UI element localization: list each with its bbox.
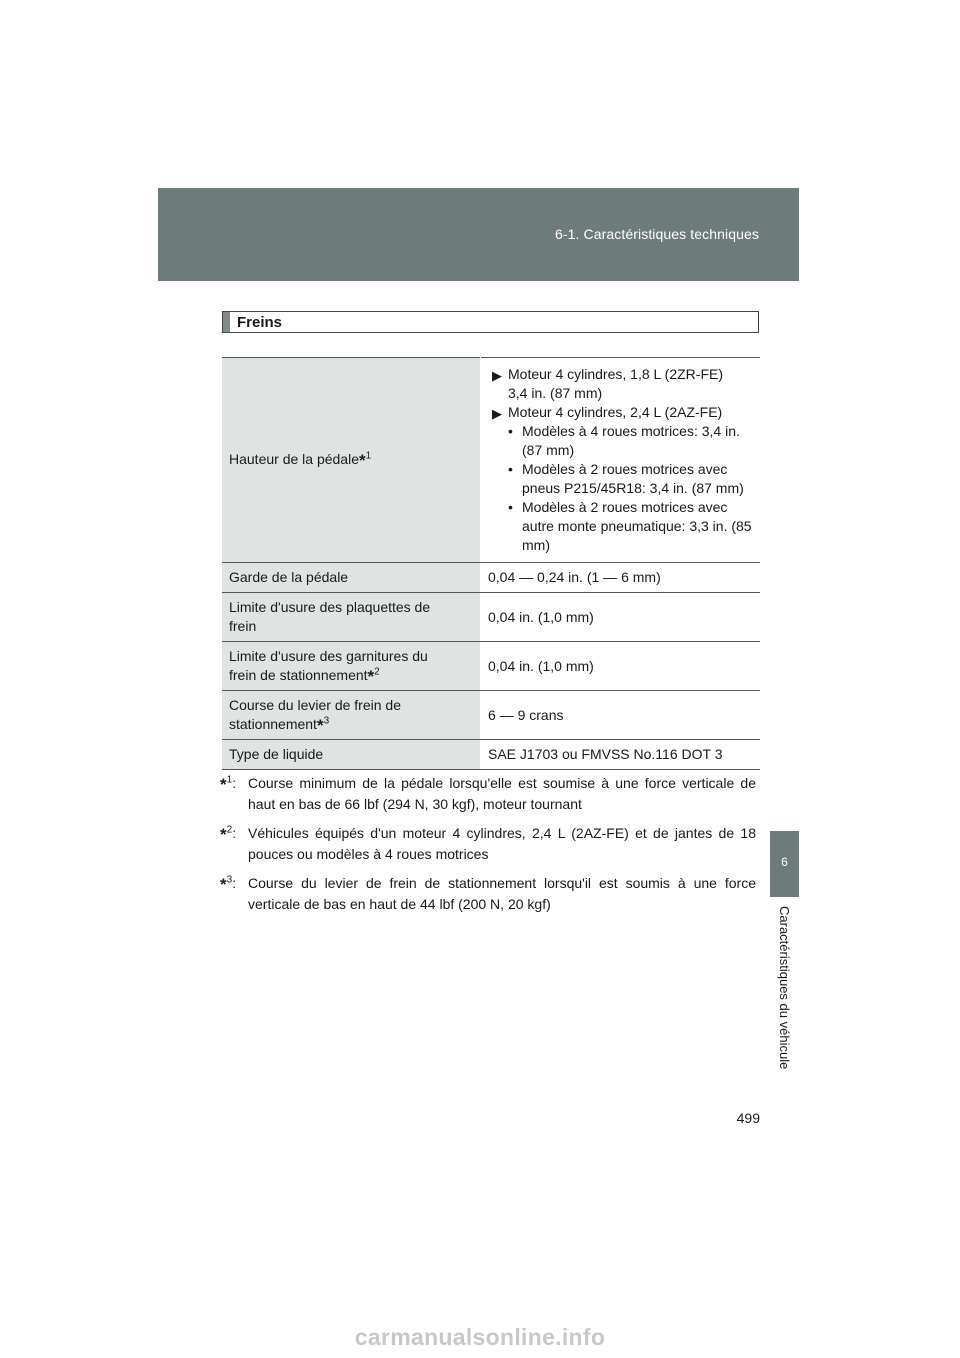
lever-travel-label-text: stationnement xyxy=(229,715,317,732)
lining-wear-label xyxy=(222,642,481,691)
footnote-ref: 1 xyxy=(365,450,372,462)
pad-wear-label-line: Limite d'usure des plaquettes de xyxy=(229,599,431,615)
chapter-number: 6 xyxy=(781,855,788,869)
footnote xyxy=(220,873,756,915)
footnote-marker: *$^1$: xyxy=(220,774,237,794)
footnote-ref: 3 xyxy=(226,874,233,886)
footnote-text: Course minimum de la pédale lorsqu'elle est soumise à une force verticale de haut en bas de 66 lbf (294 N, 30 kgf), moteur tournant xyxy=(248,775,756,812)
lever-travel-label xyxy=(222,691,481,740)
footnote-text: Course du levier de frein de stationnement lorsqu'il est soumis à une force verticale de bas en haut de 44 lbf (200 N, 20 kgf) xyxy=(248,875,756,912)
bullet-text: pneus P215/45R18: 3,4 in. (87 mm) xyxy=(522,480,744,496)
arrow-right-icon: ▶ xyxy=(492,368,502,383)
footnote-ref: 2 xyxy=(374,665,380,677)
chapter-label-text: Caractéristiques du véhicule xyxy=(777,906,792,1070)
pedal-clearance-label: Garde de la pédale xyxy=(222,563,481,593)
bullet-dot-icon: • xyxy=(508,461,513,477)
table-row xyxy=(222,563,760,593)
section-title-bar xyxy=(223,312,230,332)
footnote-star: * xyxy=(359,451,366,470)
lever-travel-label-line: Course du levier de frein de xyxy=(229,696,401,713)
arrow-right-icon: ▶ xyxy=(492,406,502,421)
footnote-text: Véhicules équipés d'un moteur 4 cylindres, 2,4 L (2AZ-FE) et de jantes de 18 pouces ou modèles à 4 roues motrices xyxy=(248,825,756,862)
pad-wear-label xyxy=(222,593,481,642)
footnote-star: * xyxy=(220,775,227,794)
engine1-value: 3,4 in. (87 mm) xyxy=(508,385,603,401)
lining-wear-label-line xyxy=(229,666,472,686)
watermark: carmanualsonline.info xyxy=(354,1324,606,1350)
chapter-tab xyxy=(770,831,799,897)
pedal-height-value xyxy=(481,358,761,563)
lining-wear-label-text: frein de stationnement xyxy=(229,666,368,683)
lining-wear-value: 0,04 in. (1,0 mm) xyxy=(481,642,761,691)
footnotes xyxy=(220,773,756,923)
footnote-star: * xyxy=(220,875,227,894)
engine1-line xyxy=(488,365,754,384)
fluid-type-value: SAE J1703 ou FMVSS No.116 DOT 3 xyxy=(481,740,761,770)
engine2-line xyxy=(488,403,754,422)
bullet-item xyxy=(488,498,754,555)
pedal-clearance-value: 0,04 — 0,24 in. (1 — 6 mm) xyxy=(481,563,761,593)
pedal-height-label-text: Hauteur de la pédale xyxy=(229,451,359,467)
footnote-ref: 3 xyxy=(323,714,330,726)
table-row xyxy=(222,691,760,740)
table-row xyxy=(222,358,760,563)
bullet-dot-icon: • xyxy=(508,423,513,439)
lever-travel-label-line xyxy=(229,715,472,735)
bullet-text: Modèles à 4 roues motrices: 3,4 in. xyxy=(522,423,740,439)
section-title: Freins xyxy=(237,314,283,331)
footnote xyxy=(220,773,756,815)
section-heading: 6-1. Caractéristiques techniques xyxy=(555,226,759,242)
footnote-star: * xyxy=(316,715,324,735)
fluid-type-label: Type de liquide xyxy=(222,740,481,770)
engine1-text: Moteur 4 cylindres, 1,8 L (2ZR-FE) xyxy=(508,366,723,382)
footnote xyxy=(220,823,756,865)
footnote-ref: 1 xyxy=(226,774,233,786)
footnote-marker: *$^2$: xyxy=(220,824,237,844)
footnote-marker: *$^3$: xyxy=(220,874,237,894)
page-number: 499 xyxy=(736,1110,760,1126)
footnote-star: * xyxy=(367,666,375,686)
table-row xyxy=(222,740,760,770)
lever-travel-value: 6 — 9 crans xyxy=(481,691,761,740)
bullet-text: Modèles à 2 roues motrices avec xyxy=(522,499,728,515)
pad-wear-label-line: frein xyxy=(229,618,257,634)
section-title-box xyxy=(222,311,759,333)
table-row xyxy=(222,593,760,642)
pedal-height-label xyxy=(222,358,481,563)
bullet-item xyxy=(488,460,754,498)
bullet-text: Modèles à 2 roues motrices avec xyxy=(522,461,728,477)
bullet-item xyxy=(488,422,754,460)
lining-wear-label-line: Limite d'usure des garnitures du xyxy=(229,647,428,664)
footnote-star: * xyxy=(220,825,227,844)
engine2-text: Moteur 4 cylindres, 2,4 L (2AZ-FE) xyxy=(508,404,723,420)
header-band xyxy=(158,188,799,281)
table-row xyxy=(222,642,760,691)
bullet-text: autre monte pneumatique: 3,3 in. (85 xyxy=(522,518,752,534)
pad-wear-value: 0,04 in. (1,0 mm) xyxy=(481,593,761,642)
bullet-dot-icon: • xyxy=(508,499,513,515)
bullet-text: (87 mm) xyxy=(522,442,575,458)
bullet-text: mm) xyxy=(522,537,550,553)
brakes-spec-table xyxy=(222,357,760,770)
footnote-ref: 2 xyxy=(226,824,233,836)
